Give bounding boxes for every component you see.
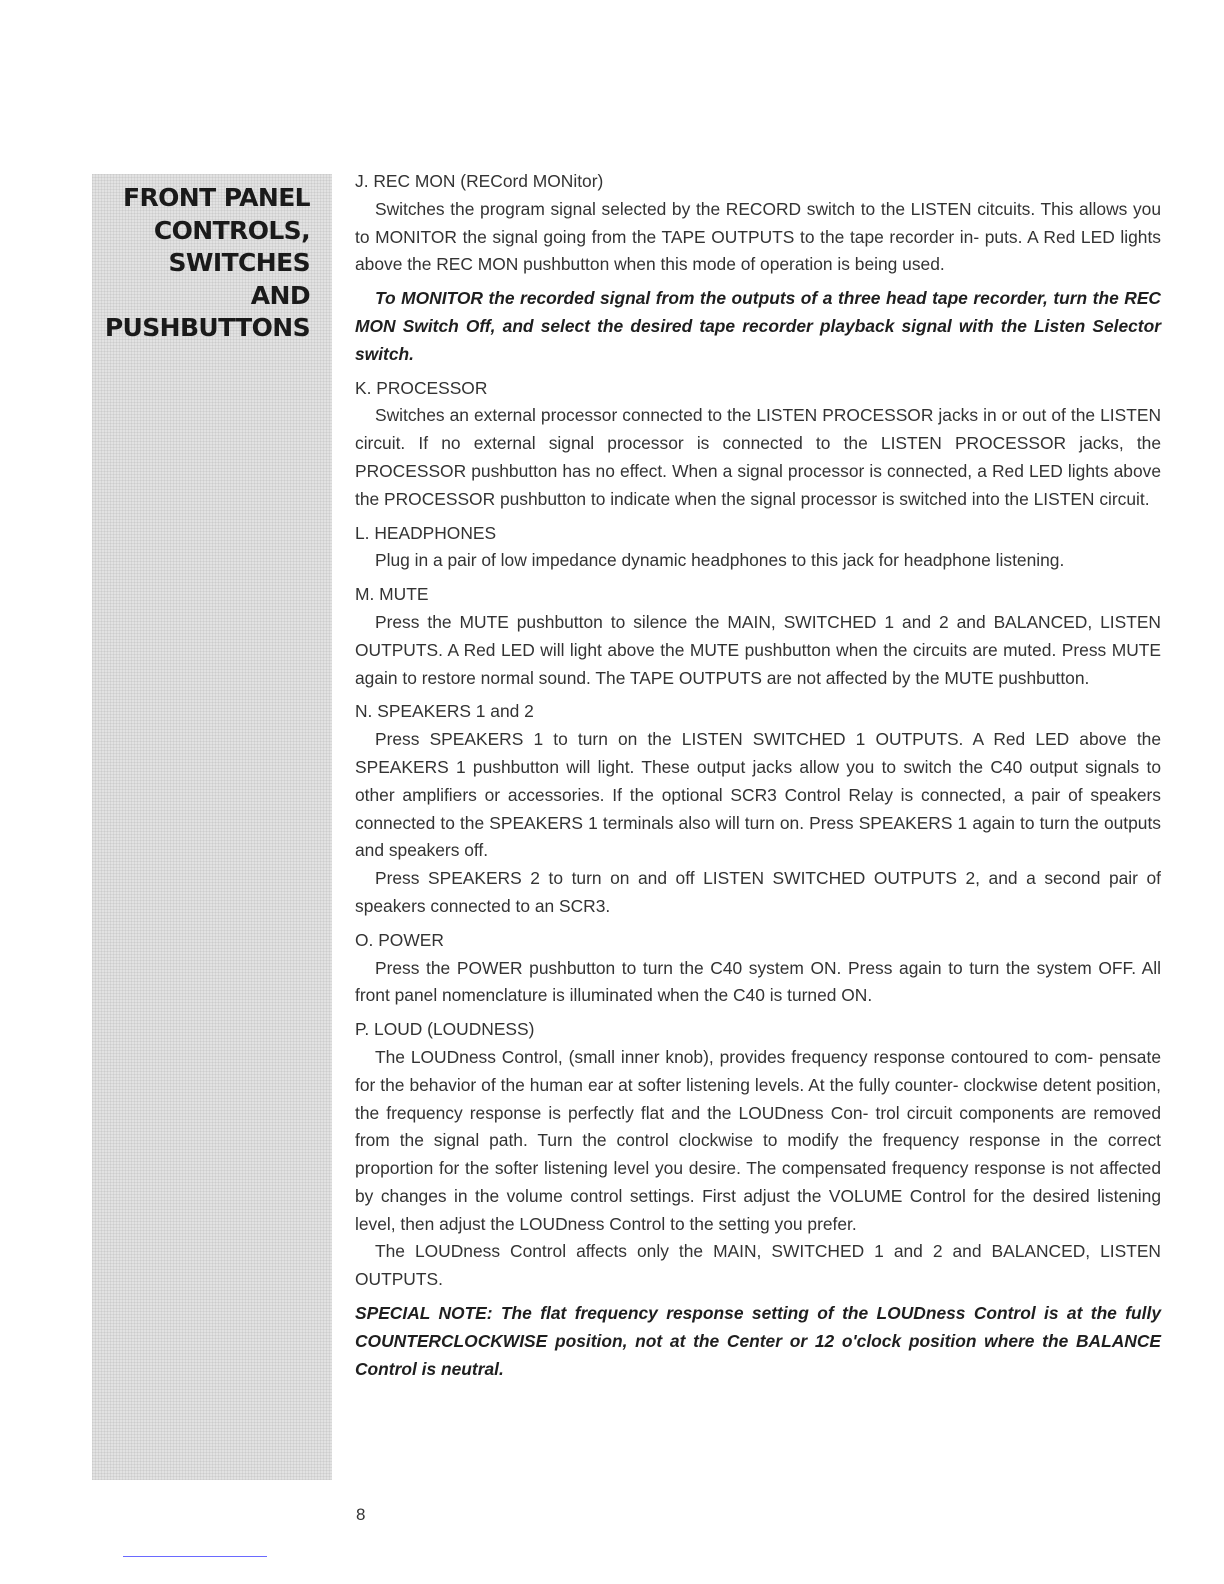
speakers-body-1: Press SPEAKERS 1 to turn on the LISTEN SWITCHED 1 OUTPUTS. A Red LED above the SPEAKERS 1 pushbutton will light. These output jacks allow you to switch the C40 output signals to other amplifiers or accessories. If the optional SCR3 Control Relay is connected, a pair of speakers connected to the SPEAKERS 1 terminals also will turn on. Press SPEAKERS 1 again to turn the outputs and speakers off.	[355, 729, 1161, 861]
section-title	[105, 182, 310, 345]
loud-special-note: SPECIAL NOTE: The flat frequency response setting of the LOUDness Control is at the fully COUNTERCLOCKWISE position, not at the Center or 12 o'clock position where the BALANCE Control is neutral.	[355, 1303, 1161, 1379]
mute-body: Press the MUTE pushbutton to silence the MAIN, SWITCHED 1 and 2 and BALANCED, LISTEN OUTPUTS. A Red LED will light above the MUTE pushbutton when the circuits are muted. Press MUTE again to restore normal sound. The TAPE OUTPUTS are not affected by the MUTE pushbutton.	[355, 611, 1161, 688]
speakers-heading: N. SPEAKERS 1 and 2	[355, 701, 534, 722]
headphones-heading: L. HEADPHONES	[355, 522, 497, 543]
headphones-body: Plug in a pair of low impedance dynamic headphones to this jack for headphone listening.	[375, 550, 1065, 571]
section-title-line: SWITCHES	[168, 248, 310, 277]
processor-body: Switches an external processor connected to the LISTEN PROCESSOR jacks in or out of the LISTEN circuit. If no external signal processor is connected to the LISTEN PROCESSOR jacks, the PROCESSOR pushbutton has no effect. When a signal processor is connected, a Red LED lights above the PROCESSOR pushbutton to indicate when the signal processor is switched into the LISTEN circuit.	[355, 405, 1161, 509]
processor-heading: K. PROCESSOR	[355, 377, 488, 398]
section-title-line: PUSHBUTTONS	[104, 313, 310, 342]
sidebar-panel	[92, 174, 332, 1480]
bottom-rule	[123, 1556, 267, 1557]
rec-mon-heading: J. REC MON (RECord MONitor)	[355, 171, 604, 191]
power-body: Press the POWER pushbutton to turn the C40 system ON. Press again to turn the system OFF. All front panel nomenclature is illuminated when the C40 is turned ON.	[355, 957, 1161, 1006]
mute-heading: M. MUTE	[355, 584, 429, 605]
loud-heading: P. LOUD (LOUDNESS)	[355, 1019, 535, 1040]
section-title-line: FRONT PANEL	[123, 183, 310, 212]
speakers-body-2: Press SPEAKERS 2 to turn on and off LISTEN SWITCHED OUTPUTS 2, and a second pair of speakers connected to an SCR3.	[355, 868, 1161, 916]
rec-mon-body: Switches the program signal selected by the RECORD switch to the LISTEN citcuits. This allows you to MONITOR the signal going from the TAPE OUTPUTS to the tape recorder in- puts. A Red LED lights above the REC MON pushbutton when this mode of operation is being used.	[355, 198, 1161, 275]
section-title-line: AND	[250, 280, 310, 310]
section-title-line: CONTROLS,	[153, 215, 310, 245]
rec-mon-note: To MONITOR the recorded signal from the outputs of a three head tape recorder, turn the REC MON Switch Off, and select the desired tape recorder playback signal with the Listen Selector switch.	[355, 288, 1161, 364]
loud-body-1: The LOUDness Control, (small inner knob), provides frequency response contoured to com- pensate for the behavior of the human ear at softer listening levels. At the fully counter- clockwise detent position, the frequency response is perfectly flat and the LOUDness Con- trol circuit components are removed from the signal path. Turn the control clockwise to modify the frequency response in the correct proportion for the softer listening level you desire. The compensated frequency response is not affected by changes in the volume control settings. First adjust the VOLUME Control for the desired listening level, then adjust the LOUDness Control to the setting you prefer.	[355, 1046, 1161, 1234]
main-content	[355, 168, 1161, 1389]
power-heading: O. POWER	[355, 929, 444, 950]
page-number: 8	[356, 1505, 366, 1524]
loud-body-2: The LOUDness Control affects only the MAIN, SWITCHED 1 and 2 and BALANCED, LISTEN OUTPUTS.	[355, 1241, 1161, 1290]
